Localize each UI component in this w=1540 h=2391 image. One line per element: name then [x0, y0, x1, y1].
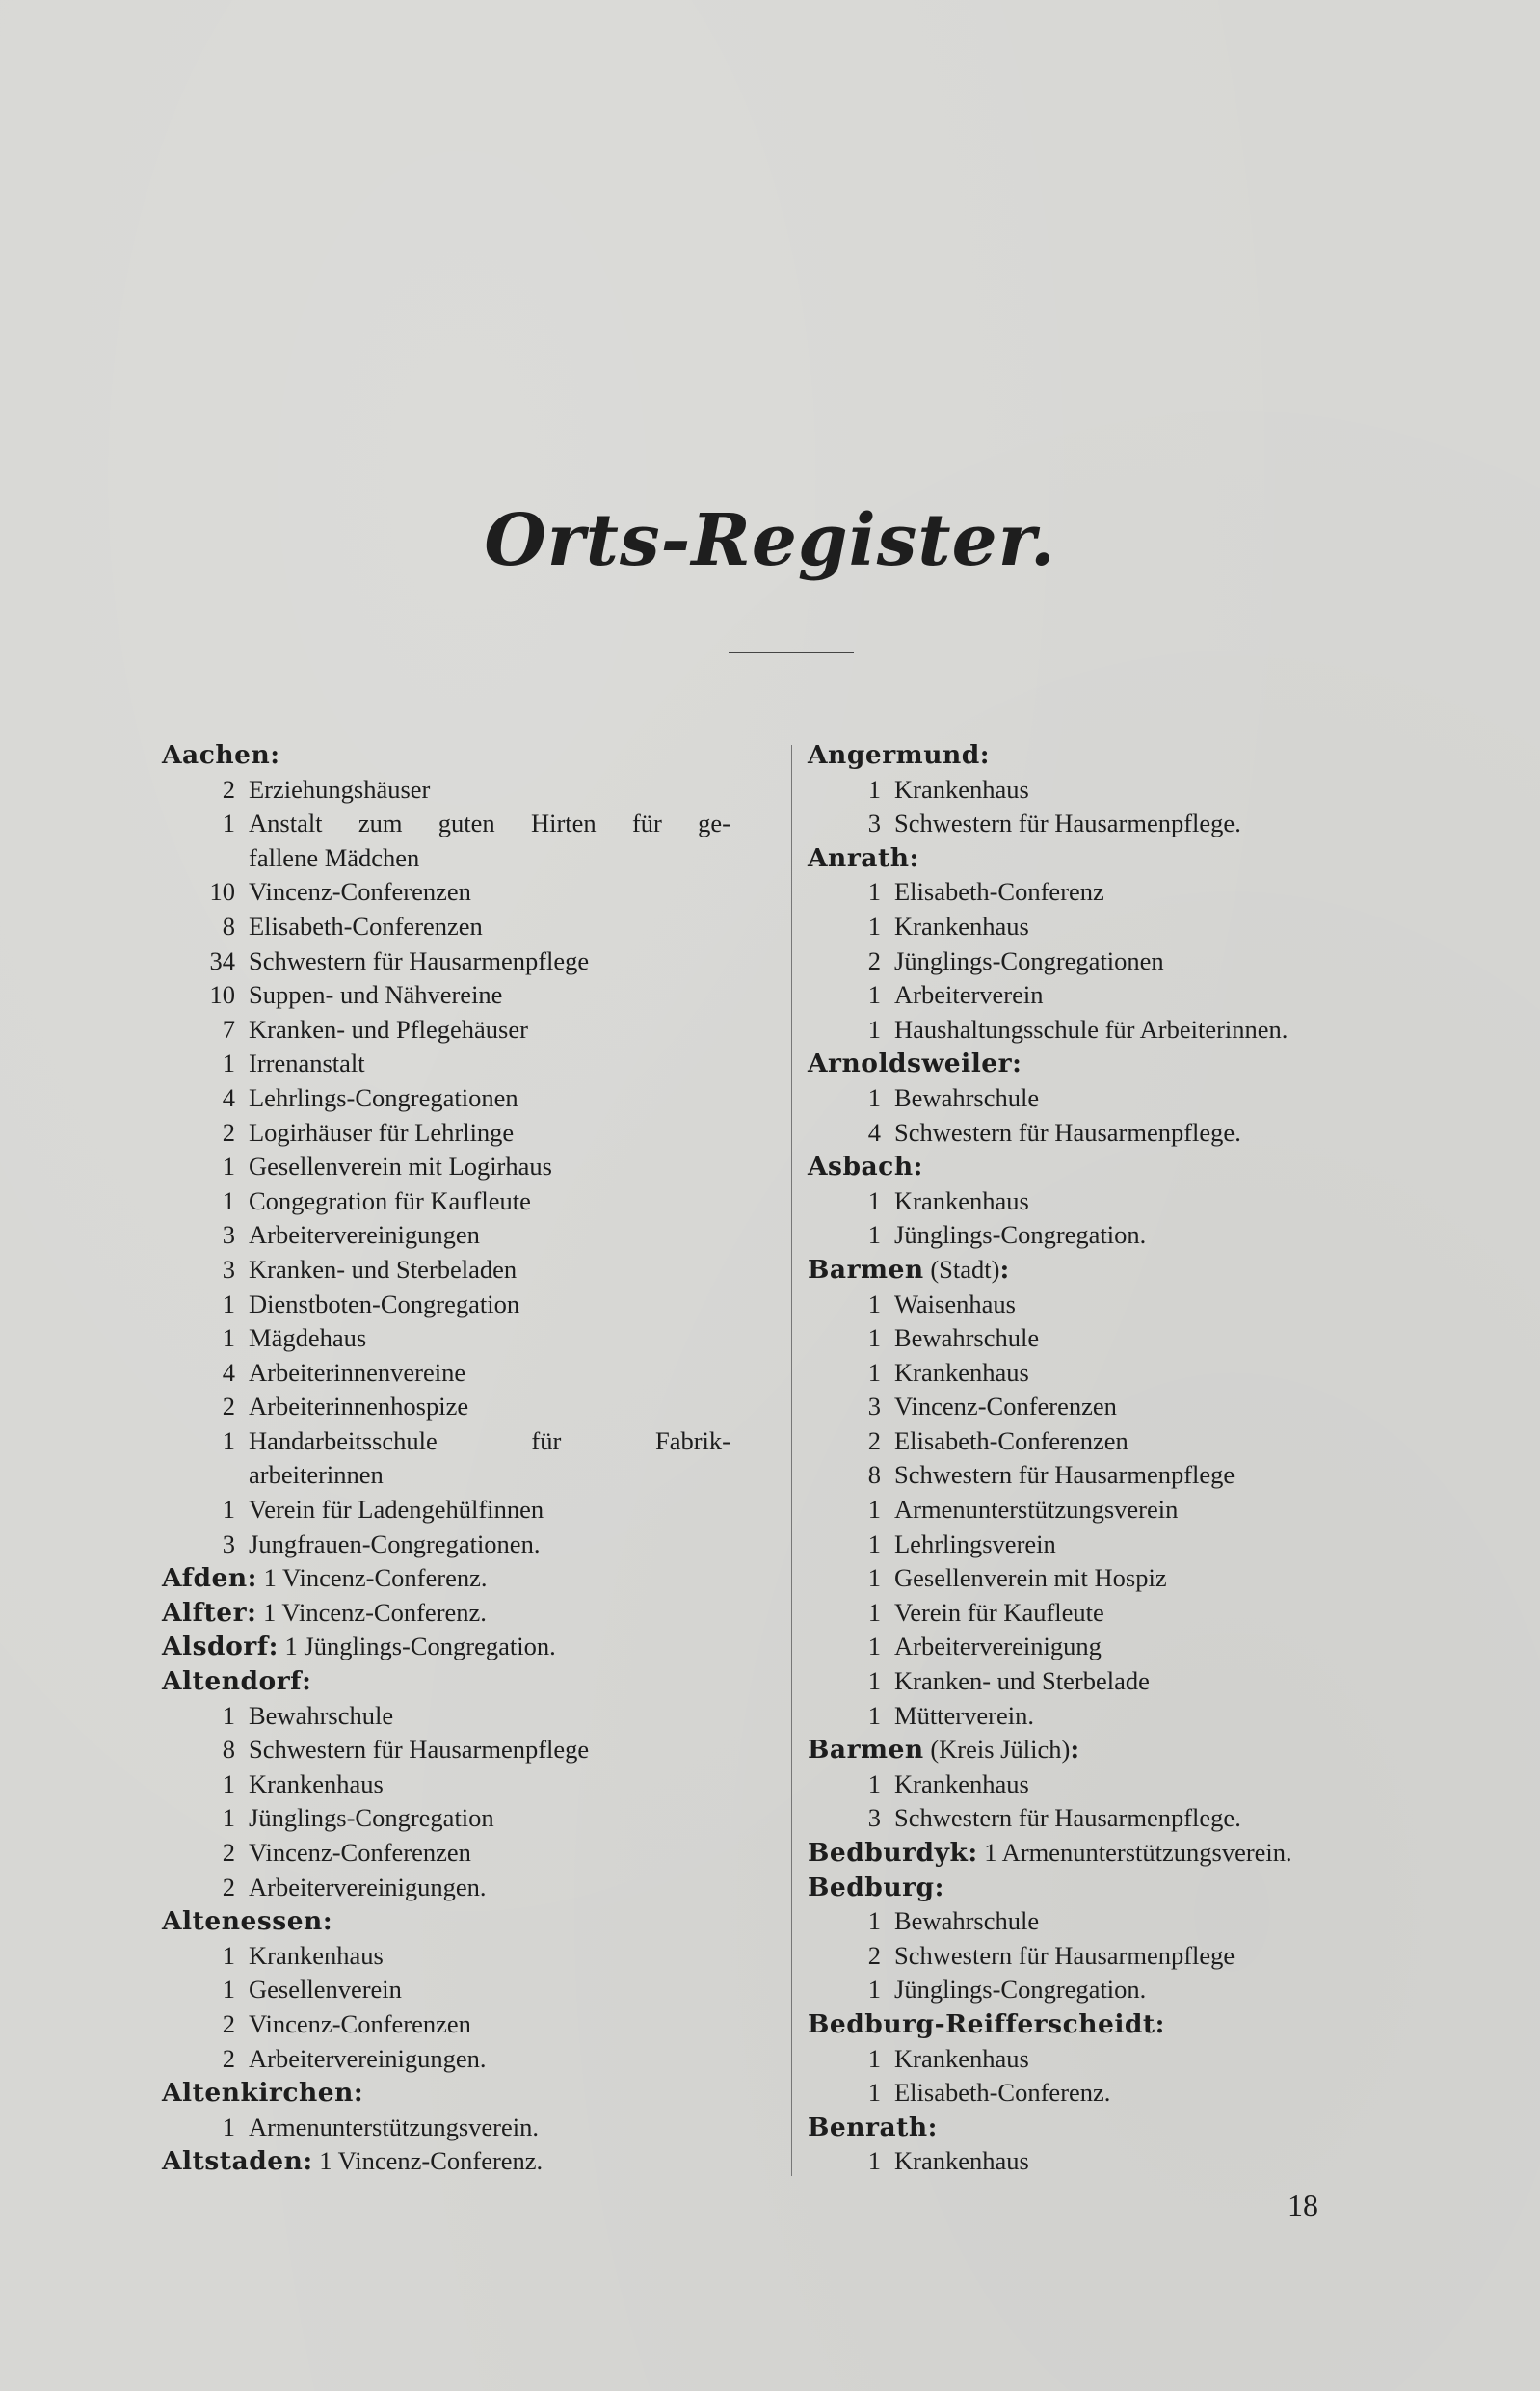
place-name: Asbach [808, 1152, 914, 1182]
place-heading [808, 1733, 1482, 1767]
entry-count: 1 [867, 1666, 881, 1696]
entry-text: Verein für Kaufleute [894, 1597, 1104, 1627]
entry-count: 3 [222, 1528, 235, 1558]
place-heading [162, 1596, 779, 1631]
place-heading [808, 2111, 1482, 2145]
entry-text: Jünglings-Congregation. [894, 1220, 1147, 1250]
entry-text: Schwestern für Hausarmenpflege. [894, 1117, 1241, 1147]
inline-entry: 1 Vincenz-Conferenz. [319, 2146, 544, 2176]
entry-text: Lehrlings-Congregationen [249, 1082, 518, 1112]
entry-count: 8 [222, 911, 235, 941]
index-entry [162, 1973, 779, 2007]
place-name: Alsdorf [162, 1632, 269, 1662]
page-number: 18 [1288, 2188, 1318, 2222]
entry-text: Armenunterstützungsverein [894, 1495, 1179, 1525]
entry-count: 1 [867, 774, 881, 804]
entry-text: Kranken- und Pflegehäuser [249, 1014, 528, 1044]
colon: : [270, 740, 280, 770]
entry-text: Elisabeth-Conferenzen [894, 1425, 1128, 1455]
index-entry [808, 2042, 1482, 2077]
entry-text: Bewahrschule [249, 1700, 394, 1730]
place-name: Altenkirchen [162, 2078, 354, 2109]
entry-text: Kranken- und Sterbeladen [249, 1254, 518, 1284]
place-heading [162, 738, 779, 773]
place-name: Arnoldsweiler [808, 1049, 1013, 1079]
place-name: Benrath [808, 2112, 928, 2142]
index-entry [162, 1321, 779, 1356]
index-entry [808, 1116, 1482, 1151]
index-entry [162, 1218, 779, 1253]
index-entry [808, 1424, 1482, 1459]
place-name: Altendorf [162, 1666, 303, 1697]
colon: : [1012, 1049, 1022, 1079]
index-entry [808, 1458, 1482, 1493]
entry-count: 3 [867, 809, 881, 838]
entry-text: Arbeitervereinigungen [249, 1220, 480, 1250]
place-name: Altenessen [162, 1906, 323, 1937]
entry-text: Elisabeth-Conferenzen [249, 911, 483, 941]
entry-text: Schwestern für Hausarmenpflege. [894, 1803, 1241, 1833]
inline-entry: 1 Vincenz-Conferenz. [263, 1563, 488, 1593]
place-name: Angermund [808, 740, 980, 770]
entry-count: 3 [222, 1220, 235, 1250]
entry-count: 1 [867, 1082, 881, 1112]
entry-text: Elisabeth-Conferenz. [894, 2078, 1111, 2108]
index-entry [162, 1184, 779, 1219]
entry-text: Logirhäuser für Lehrlinge [249, 1117, 515, 1147]
entry-count: 2 [867, 945, 881, 975]
entry-count: 1 [867, 2078, 881, 2108]
entry-count: 1 [222, 1425, 235, 1455]
index-entry [808, 1939, 1482, 1974]
place-heading [162, 1561, 779, 1596]
title-divider-rule [729, 652, 854, 653]
entry-count: 1 [867, 1220, 881, 1250]
entry-text: Arbeiterinnenvereine [249, 1357, 466, 1387]
place-heading [808, 841, 1482, 876]
entry-count: 1 [867, 2146, 881, 2176]
entry-text: Arbeiterinnenhospize [249, 1392, 469, 1421]
place-heading [808, 1047, 1482, 1081]
place-qualifier: (Kreis Jülich) [930, 1735, 1071, 1765]
entry-count: 1 [867, 1768, 881, 1798]
entry-text: Vincenz-Conferenzen [249, 877, 471, 907]
index-entry [808, 1767, 1482, 1802]
entry-text: Krankenhaus [249, 1940, 384, 1970]
place-heading [808, 738, 1482, 773]
place-name: Bedburdyk [808, 1838, 969, 1868]
index-entry [162, 1288, 779, 1322]
index-entry [808, 1699, 1482, 1734]
entry-text: Jünglings-Congregationen [894, 945, 1164, 975]
index-entry [162, 1150, 779, 1184]
entry-count: 1 [867, 980, 881, 1010]
index-entry [162, 1733, 779, 1767]
index-entry [162, 1939, 779, 1974]
entry-text: Gesellenverein mit Hospiz [894, 1563, 1167, 1593]
entry-count: 1 [867, 1495, 881, 1525]
index-entry [162, 2007, 779, 2042]
place-name: Alfter [162, 1597, 248, 1628]
entry-count: 2 [867, 1940, 881, 1970]
entry-text: Vincenz-Conferenzen [249, 2008, 471, 2038]
entry-text: Bewahrschule [894, 1082, 1040, 1112]
index-entry [162, 910, 779, 944]
index-entry [808, 773, 1482, 808]
entry-count: 1 [867, 1528, 881, 1558]
entry-count: 1 [867, 1563, 881, 1593]
entry-count: 2 [222, 774, 235, 804]
index-entry [162, 1801, 779, 1836]
colon: : [913, 1152, 923, 1182]
place-heading [808, 1871, 1482, 1905]
index-entry [808, 1356, 1482, 1391]
entry-text: Suppen- und Nähvereine [249, 980, 503, 1010]
entry-text: Krankenhaus [894, 1185, 1029, 1215]
index-entry [162, 1424, 779, 1459]
entry-count: 3 [222, 1254, 235, 1284]
entry-text: Gesellenverein [249, 1975, 402, 2005]
colon: : [999, 1254, 1010, 1285]
index-entry [162, 1390, 779, 1424]
inline-entry: 1 Armenunterstützungsverein. [984, 1838, 1292, 1867]
entry-count: 2 [867, 1425, 881, 1455]
entry-count: 1 [867, 877, 881, 907]
entry-text: Handarbeitsschule für Fabrik- [249, 1425, 730, 1455]
entry-count: 2 [222, 2008, 235, 2038]
entry-count: 1 [867, 1357, 881, 1387]
index-entry [162, 1013, 779, 1048]
index-entry [808, 944, 1482, 979]
entry-count: 1 [867, 1906, 881, 1936]
index-entry [808, 1528, 1482, 1562]
entry-text: Vincenz-Conferenzen [894, 1392, 1117, 1421]
entry-count: 1 [222, 1940, 235, 1970]
entry-text: Gesellenverein mit Logirhaus [249, 1152, 552, 1182]
colon: : [302, 1666, 312, 1697]
entry-count: 1 [222, 1049, 235, 1078]
entry-count: 2 [222, 1117, 235, 1147]
entry-count: 1 [867, 1185, 881, 1215]
colon: : [322, 1906, 333, 1937]
place-name: Barmen [808, 1254, 924, 1285]
index-entry [162, 1699, 779, 1734]
entry-count: 1 [867, 1597, 881, 1627]
index-entry [808, 1321, 1482, 1356]
entry-count: 2 [222, 2043, 235, 2073]
place-heading [808, 1253, 1482, 1288]
entry-count: 3 [867, 1392, 881, 1421]
index-entry [808, 978, 1482, 1013]
entry-count: 1 [222, 1495, 235, 1525]
colon: : [303, 2146, 313, 2177]
entry-text: Krankenhaus [894, 1357, 1029, 1387]
entry-text: Schwestern für Hausarmenpflege [894, 1460, 1235, 1490]
entry-count: 8 [222, 1735, 235, 1765]
index-entry [808, 2144, 1482, 2179]
colon: : [268, 1632, 279, 1662]
entry-count: 4 [222, 1357, 235, 1387]
index-entry [162, 1767, 779, 1802]
entry-count: 1 [222, 1185, 235, 1215]
place-name: Anrath [808, 842, 910, 873]
entry-text: Krankenhaus [894, 774, 1029, 804]
entry-count: 2 [222, 1872, 235, 1901]
inline-entry: 1 Vincenz-Conferenz. [263, 1597, 487, 1627]
entry-text: Verein für Ladengehülfinnen [249, 1495, 544, 1525]
index-entry [808, 1973, 1482, 2007]
index-column-right [808, 738, 1482, 2179]
entry-text: Elisabeth-Conferenz [894, 877, 1104, 907]
entry-text: Irrenanstalt [249, 1049, 365, 1078]
index-entry [808, 1596, 1482, 1631]
index-entry [162, 875, 779, 910]
entry-text: Armenunterstützungsverein. [249, 2112, 539, 2141]
entry-count: 1 [867, 1014, 881, 1044]
index-entry-continuation [162, 841, 779, 876]
entry-text: arbeiterinnen [249, 1460, 384, 1490]
entry-count: 3 [867, 1803, 881, 1833]
colon: : [909, 842, 919, 873]
index-entry [162, 944, 779, 979]
entry-count-blank [162, 1458, 249, 1493]
place-heading [162, 1904, 779, 1939]
entry-text: Mägdehaus [249, 1323, 367, 1353]
index-entry [808, 1801, 1482, 1836]
entry-text: fallene Mädchen [249, 842, 420, 872]
colon: : [1155, 2008, 1165, 2039]
entry-count: 8 [867, 1460, 881, 1490]
entry-text: Mütterverein. [894, 1700, 1034, 1730]
index-entry [162, 1493, 779, 1528]
entry-count: 7 [222, 1014, 235, 1044]
entry-text: Schwestern für Hausarmenpflege [249, 1735, 590, 1765]
entry-text: Jünglings-Congregation [249, 1803, 494, 1833]
entry-count-blank [162, 841, 249, 876]
entry-count: 1 [867, 1632, 881, 1661]
colon: : [247, 1563, 257, 1594]
index-entry [162, 978, 779, 1013]
place-name: Bedburg-Reifferscheidt [808, 2008, 1155, 2039]
entry-count: 1 [867, 1975, 881, 2005]
entry-text: Jünglings-Congregation. [894, 1975, 1147, 2005]
entry-text: Haushaltungsschule für Arbeiterinnen. [894, 1014, 1288, 1044]
entry-count: 1 [222, 1975, 235, 2005]
place-heading [808, 1150, 1482, 1184]
entry-text: Arbeitervereinigung [894, 1632, 1102, 1661]
index-entry [808, 1561, 1482, 1596]
index-entry [162, 1836, 779, 1871]
index-entry [808, 1218, 1482, 1253]
entry-text: Schwestern für Hausarmenpflege [249, 945, 590, 975]
entry-text: Bewahrschule [894, 1906, 1040, 1936]
entry-text: Schwestern für Hausarmenpflege. [894, 809, 1241, 838]
colon: : [934, 1872, 944, 1902]
index-entry [162, 807, 779, 841]
entry-text: Kranken- und Sterbelade [894, 1666, 1150, 1696]
entry-count: 1 [222, 1803, 235, 1833]
index-entry [808, 1081, 1482, 1116]
entry-count: 2 [222, 1838, 235, 1867]
entry-count: 1 [867, 911, 881, 941]
entry-text: Anstalt zum guten Hirten für ge- [249, 809, 730, 838]
entry-count: 10 [209, 980, 235, 1010]
index-entry [808, 1904, 1482, 1939]
place-name: Aachen [162, 740, 271, 770]
entry-count: 1 [222, 1700, 235, 1730]
column-divider [791, 745, 792, 2176]
index-entry [808, 1288, 1482, 1322]
entry-text: Arbeitervereinigungen. [249, 1872, 487, 1901]
entry-count: 10 [209, 877, 235, 907]
index-entry [162, 2042, 779, 2077]
entry-text: Krankenhaus [894, 2146, 1029, 2176]
index-entry [162, 1528, 779, 1562]
entry-text: Arbeitervereinigungen. [249, 2043, 487, 2073]
place-heading [162, 1630, 779, 1664]
page-title: Orts-Register. [484, 499, 1056, 582]
index-entry [162, 773, 779, 808]
entry-count: 1 [867, 1288, 881, 1318]
entry-count: 34 [209, 945, 235, 975]
index-entry [808, 910, 1482, 944]
place-name: Afden [162, 1563, 248, 1594]
index-entry [808, 875, 1482, 910]
colon: : [927, 2112, 938, 2142]
place-heading [162, 2076, 779, 2111]
place-heading [162, 2144, 779, 2179]
entry-text: Krankenhaus [894, 911, 1029, 941]
entry-count: 1 [222, 1288, 235, 1318]
entry-text: Erziehungshäuser [249, 774, 431, 804]
index-entry [162, 1253, 779, 1288]
entry-text: Dienstboten-Congregation [249, 1288, 520, 1318]
entry-text: Krankenhaus [894, 1768, 1029, 1798]
index-entry [808, 1013, 1482, 1048]
place-heading [808, 2007, 1482, 2042]
index-entry [808, 1390, 1482, 1424]
index-entry [162, 1047, 779, 1081]
index-entry [162, 1871, 779, 1905]
entry-text: Congegration für Kaufleute [249, 1185, 531, 1215]
entry-text: Arbeiterverein [894, 980, 1044, 1010]
entry-count: 4 [222, 1082, 235, 1112]
colon: : [979, 740, 991, 770]
place-name: Bedburg [808, 1872, 935, 1902]
entry-text: Lehrlingsverein [894, 1528, 1056, 1558]
entry-text: Jungfrauen-Congregationen. [249, 1528, 541, 1558]
place-heading [162, 1664, 779, 1699]
index-entry-continuation [162, 1458, 779, 1493]
index-entry [162, 1116, 779, 1151]
index-column-left [162, 738, 779, 2179]
index-entry [808, 1664, 1482, 1699]
entry-text: Krankenhaus [894, 2043, 1029, 2073]
entry-count: 2 [222, 1392, 235, 1421]
entry-text: Vincenz-Conferenzen [249, 1838, 471, 1867]
place-name: Barmen [808, 1735, 924, 1766]
entry-count: 1 [867, 1323, 881, 1353]
entry-count: 1 [222, 2112, 235, 2141]
place-qualifier: (Stadt) [930, 1254, 1000, 1284]
inline-entry: 1 Jünglings-Congregation. [284, 1632, 556, 1661]
entry-count: 4 [867, 1117, 881, 1147]
entry-text: Waisenhaus [894, 1288, 1016, 1318]
colon: : [968, 1838, 978, 1868]
index-entry [808, 1630, 1482, 1664]
entry-text: Krankenhaus [249, 1768, 384, 1798]
entry-count: 1 [222, 809, 235, 838]
entry-count: 1 [867, 2043, 881, 2073]
index-entry [162, 1081, 779, 1116]
index-entry [808, 1184, 1482, 1219]
index-entry [808, 2076, 1482, 2111]
place-heading [808, 1836, 1482, 1871]
entry-count: 1 [222, 1768, 235, 1798]
entry-text: Bewahrschule [894, 1323, 1040, 1353]
entry-count: 1 [222, 1323, 235, 1353]
colon: : [247, 1597, 257, 1628]
entry-count: 1 [222, 1152, 235, 1182]
index-entry [808, 1493, 1482, 1528]
colon: : [1070, 1735, 1080, 1766]
index-entry [808, 807, 1482, 841]
place-name: Altstaden [162, 2146, 304, 2177]
index-entry [162, 1356, 779, 1391]
colon: : [353, 2078, 364, 2109]
entry-count: 1 [867, 1700, 881, 1730]
entry-text: Schwestern für Hausarmenpflege [894, 1940, 1235, 1970]
index-entry [162, 2111, 779, 2145]
